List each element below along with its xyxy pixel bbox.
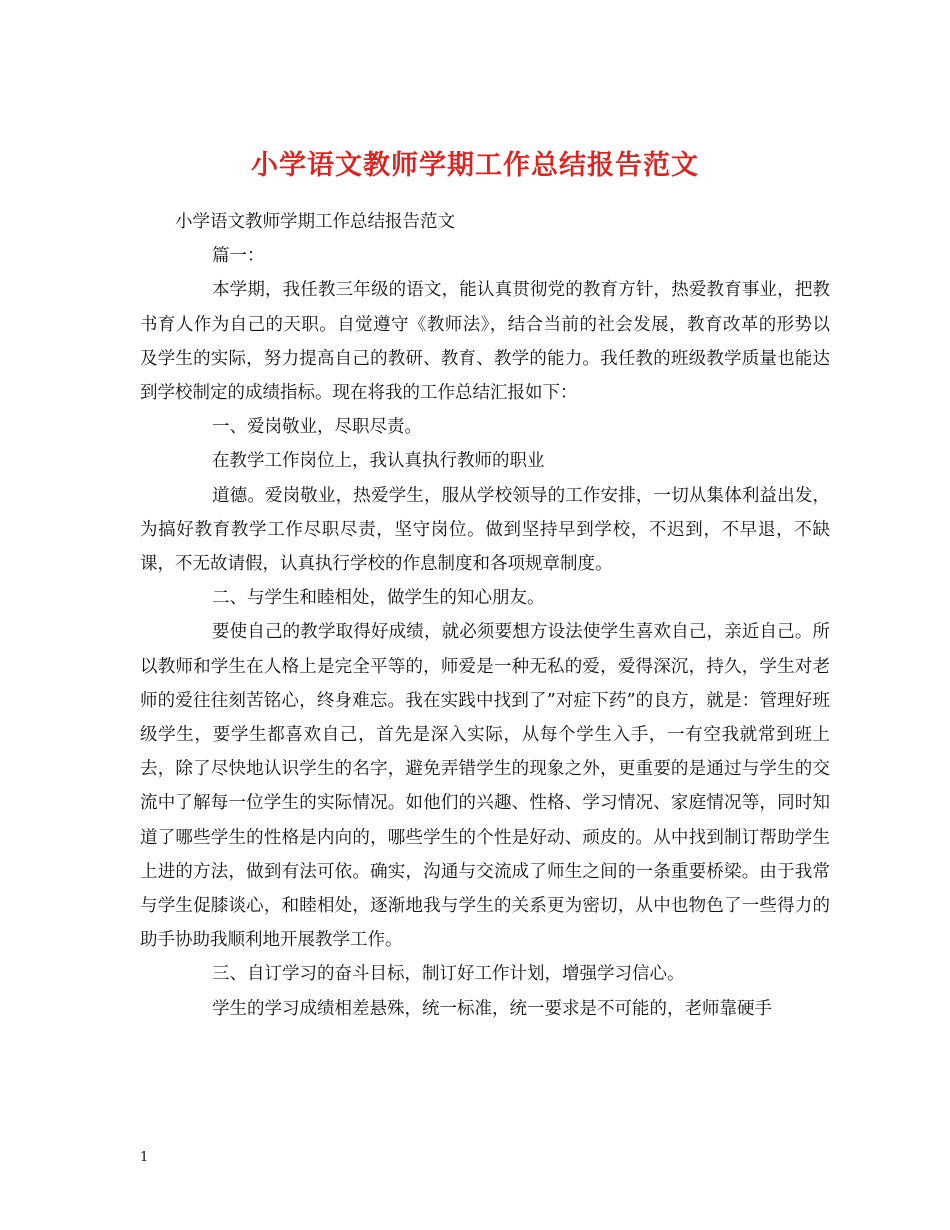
paragraph: 学生的学习成绩相差悬殊，统一标准，统一要求是不可能的，老师靠硬手 <box>212 998 772 1019</box>
section-heading: 二、与学生和睦相处，做学生的知心朋友。 <box>212 588 545 609</box>
section-heading: 一、爱岗敬业，尽职尽责。 <box>212 417 422 438</box>
page-number: 1 <box>140 1150 149 1165</box>
subtitle-line: 小学语文教师学期工作总结报告范文 <box>175 212 455 232</box>
paragraph: 要使自己的教学取得好成绩，就必须要想方设法使学生喜欢自己，亲近自己。所以教师和学生在人格上是完全平等的，师爱是一种无私的爱，爱得深沉，持久，学生对老师的爱往往刻苦铭心，终身难忘。我在实践中找到了”对症下药”的良方，就是：管理好班级学生，要学生都喜欢自己，首先是深入实际，从每个学生入手，一有空我就常到班上去，除了尽快地认识学生的名字，避免弄错学生的现象之外，更重要的是通过与学生的交流中了解每一位学生的实际情况。如他们的兴趣、性格、学习情况、家庭情况等，同时知道了哪些学生的性格是内向的，哪些学生的个性是好动、顽皮的。从中找到制订帮助学生上进的方法，做到有法可依。确实，沟通与交流成了师生之间的一条重要桥梁。由于我常与学生促膝谈心，和睦相处，逐渐地我与学生的关系更为密切，从中也物色了一些得力的助手协助我顺利地开展教学工作。 <box>140 622 830 951</box>
section-heading: 三、自订学习的奋斗目标，制订好工作计划，增强学习信心。 <box>212 964 685 985</box>
document-body <box>140 205 830 1026</box>
paragraph: 在教学工作岗位上，我认真执行教师的职业 <box>212 451 545 472</box>
paragraph: 道德。爱岗敬业，热爱学生，服从学校领导的工作安排，一切从集体利益出发，为搞好教育教学工作尽职尽责，坚守岗位。做到坚持早到学校，不迟到，不早退，不缺课，不无故请假，认真执行学校的作息制度和各项规章制度。 <box>140 485 830 575</box>
paragraph: 本学期，我任教三年级的语文，能认真贯彻党的教育方针，热爱教育事业，把教书育人作为自己的天职。自觉遵守《教师法》，结合当前的社会发展，教育改革的形势以及学生的实际，努力提高自己的教研、教育、教学的能力。我任教的班级教学质量也能达到学校制定的成绩指标。现在将我的工作总结汇报如下： <box>140 280 830 404</box>
document-title: 小学语文教师学期工作总结报告范文 <box>251 150 699 182</box>
section-label: 篇一： <box>212 246 265 267</box>
